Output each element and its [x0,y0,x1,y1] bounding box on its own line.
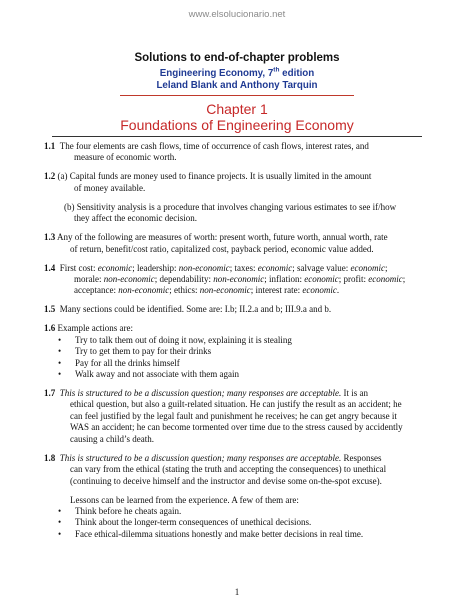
solutions-body [44,141,439,548]
example-actions-list [44,335,439,381]
list-item: • Pay for all the drinks himself [44,358,439,369]
page-number: 1 [234,587,240,597]
solution-1-3: 1.3 Any of the following are measures of worth: present worth, future worth, annual worth, rate of return, benefit/cost ratio, capitalized cost, payback period, economic value added. [44,232,388,254]
solution-1-8: 1.8 This is structured to be a discussion question; many responses are acceptable. Responses can vary from the ethical (stating the truth and accepting the consequences) to unethical (continuing to deceive himself and the instructor and devise some on-the-spot excuse). Lessons can be learned from the experience. A few of them are: • Think before he cheats again. • Think about the longer-term consequences of unethical decisions. • Face ethical-dilemma situations honestly and make better decisions in real time. [44,453,439,540]
watermark-url: www.elsolucionario.net [188,9,286,20]
lessons-list [44,506,439,540]
header-divider [120,95,354,96]
solution-1-7: 1.7 This is structured to be a discussion question; many responses are acceptable. It is an ethical question, but also a guilt-related situation. He can justify the result as an accident; he can feel justified by the legal fault and punishment he receives; he can get angry because it WAS an accident; he can become tormented over time due to the stress caused by accidently causing a child’s death. [44,388,403,444]
solution-1-1: 1.1 The four elements are cash flows, time of occurrence of cash flows, interest rates, and measure of economic worth. [44,141,369,163]
list-item: • Think before he cheats again. [44,506,439,517]
solution-1-4: 1.4 First cost: economic; leadership: non-economic; taxes: economic; salvage value: economic; morale: non-economic; dependability: non-economic; inflation: economic; profit: economic; acceptance: non-economic; ethics: non-economic; interest rate: economic. [44,262,406,296]
solution-1-2: 1.2 (a) Capital funds are money used to finance projects. It is usually limited in the amount of money available. (b) Sensitivity analysis is a procedure that involves changing various estimates to see if/how they affect the economic decision. [44,171,397,224]
list-item: • Try to talk them out of doing it now, explaining it is stealing [44,335,439,346]
list-item: • Face ethical-dilemma situations honestly and make better decisions in real time. [44,529,439,540]
list-item: • Walk away and not associate with them again [44,369,439,380]
solution-1-6: 1.6 Example actions are: • Try to talk them out of doing it now, explaining it is stealing • Try to get them to pay for their drinks • Pay for all the drinks himself • Walk away and not associate with them again [44,323,439,380]
book-authors: Leland Blank and Anthony Tarquin [156,80,318,91]
book-edition: Engineering Economy, 7th edition [159,66,315,79]
list-item: • Try to get them to pay for their drinks [44,346,439,357]
solutions-title: Solutions to end-of-chapter problems [134,52,340,64]
chapter-divider [52,136,422,137]
solution-1-5: 1.5 Many sections could be identified. Some are: I.b; II.2.a and b; III.9.a and b. [44,304,332,315]
list-item: • Think about the longer-term consequences of unethical decisions. [44,517,439,528]
chapter-title: Foundations of Engineering Economy [120,117,354,133]
chapter-number: Chapter 1 [206,101,268,117]
